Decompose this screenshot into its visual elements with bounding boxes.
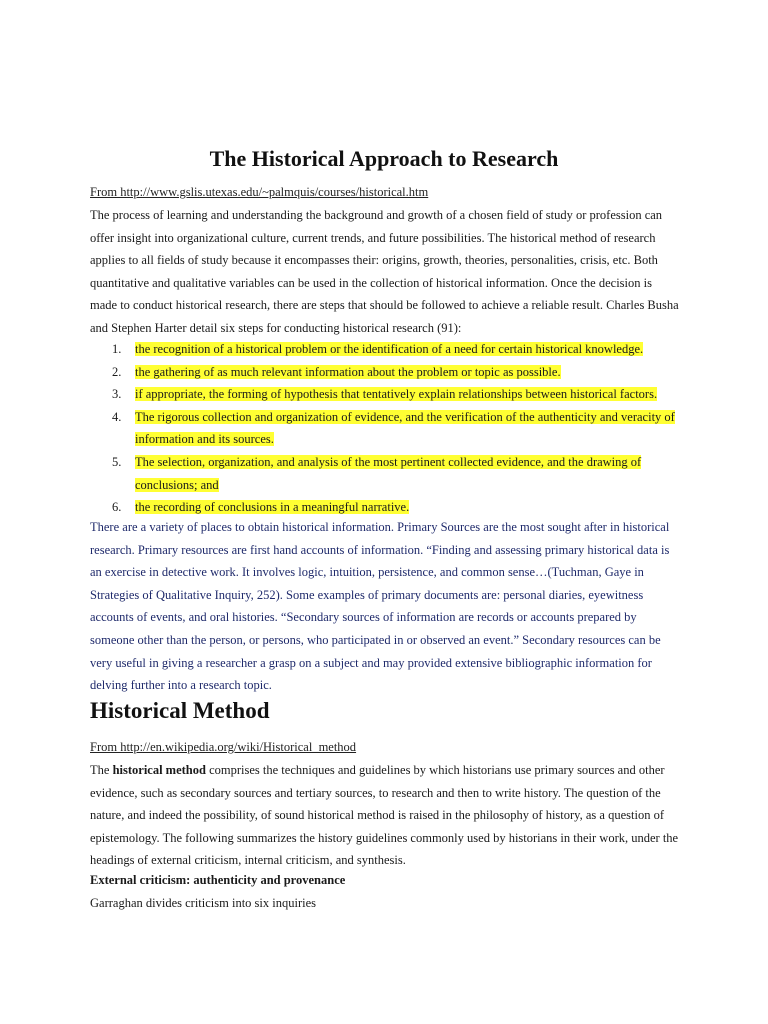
primary-sources-paragraph: There are a variety of places to obtain historical information. Primary Sources are the most sought after in historical research. Primary resources are first hand accounts of information. “Finding and assessing primary historical data is an exercise in detective work. It involves logic, intuition, persistence, and common sense…(Tuchman, Gaye in Strategies of Qualitative Inquiry, 252). Some examples of primary documents are: personal diaries, eyewitness accounts of events, and oral histories. “Secondary sources of information are records or accounts prepared by someone other than the person, or persons, who participated in or observed an event.” Secondary resources can be very useful in giving a researcher a grasp on a subject and may provided extensive bibliographic information for delving further into a research topic. [90,520,670,693]
step-number: 2. [112,364,122,379]
step-number: 5. [112,454,122,469]
list-item [90,383,680,406]
list-item [90,338,680,361]
method-text-pre: The [90,763,113,777]
source-link-1[interactable]: From http://www.gslis.utexas.edu/~palmquis/courses/historical.htm [90,185,429,199]
step-text: The selection, organization, and analysis of the most pertinent collected evidence, and the drawing of conclusions; and [135,454,642,492]
step-text: if appropriate, the forming of hypothesis that tentatively explain relationships between historical factors. [135,387,658,402]
method-paragraph [90,759,680,872]
step-text: The rigorous collection and organization of evidence, and the verification of the authenticity and veracity of information and its sources. [135,409,675,447]
step-text: the gathering of as much relevant information about the problem or topic as possible. [135,364,561,379]
list-item [90,406,680,451]
step-number: 6. [112,500,122,515]
list-item [90,361,680,384]
intro-paragraph: The process of learning and understanding the background and growth of a chosen field of study or profession can offer insight into organizational culture, current trends, and future possibilities. The historical method of research applies to all fields of study because it encompasses their: origins, growth, theories, personalities, crisis, etc. Both quantitative and qualitative variables can be used in the collection of historical information. Once the decision is made to conduct historical research, there are steps that should be followed to achieve a reliable result. Charles Busha and Stephen Harter detail six steps for conducting historical research (91): [90,208,679,335]
step-text: the recognition of a historical problem or the identification of a need for certain historical knowledge. [135,342,644,356]
page-title: The Historical Approach to Research [209,146,559,171]
step-number: 1. [112,342,122,356]
list-item [90,451,680,496]
step-text: the recording of conclusions in a meaningful narrative. [135,500,410,515]
method-text-post: comprises the techniques and guidelines by which historians use primary sources and other evidence, such as secondary sources and tertiary sources, to research and then to write history. The question of the nature, and indeed the possibility, of sound historical method is raised in the philosophy of history, as a question of epistemology. The following summarizes the history guidelines commonly used by historians in their work, under the headings of external criticism, internal criticism, and synthesis. [90,763,679,868]
section-heading: Historical Method [90,698,270,723]
steps-list [90,338,680,519]
source-link-2[interactable]: From http://en.wikipedia.org/wiki/Historical_method [90,740,357,754]
inquiries-paragraph: Garraghan divides criticism into six inquiries [90,896,316,910]
method-term: historical method [112,763,206,777]
step-number: 3. [112,387,122,402]
step-number: 4. [112,409,122,424]
subsection-heading: External criticism: authenticity and provenance [90,873,346,887]
